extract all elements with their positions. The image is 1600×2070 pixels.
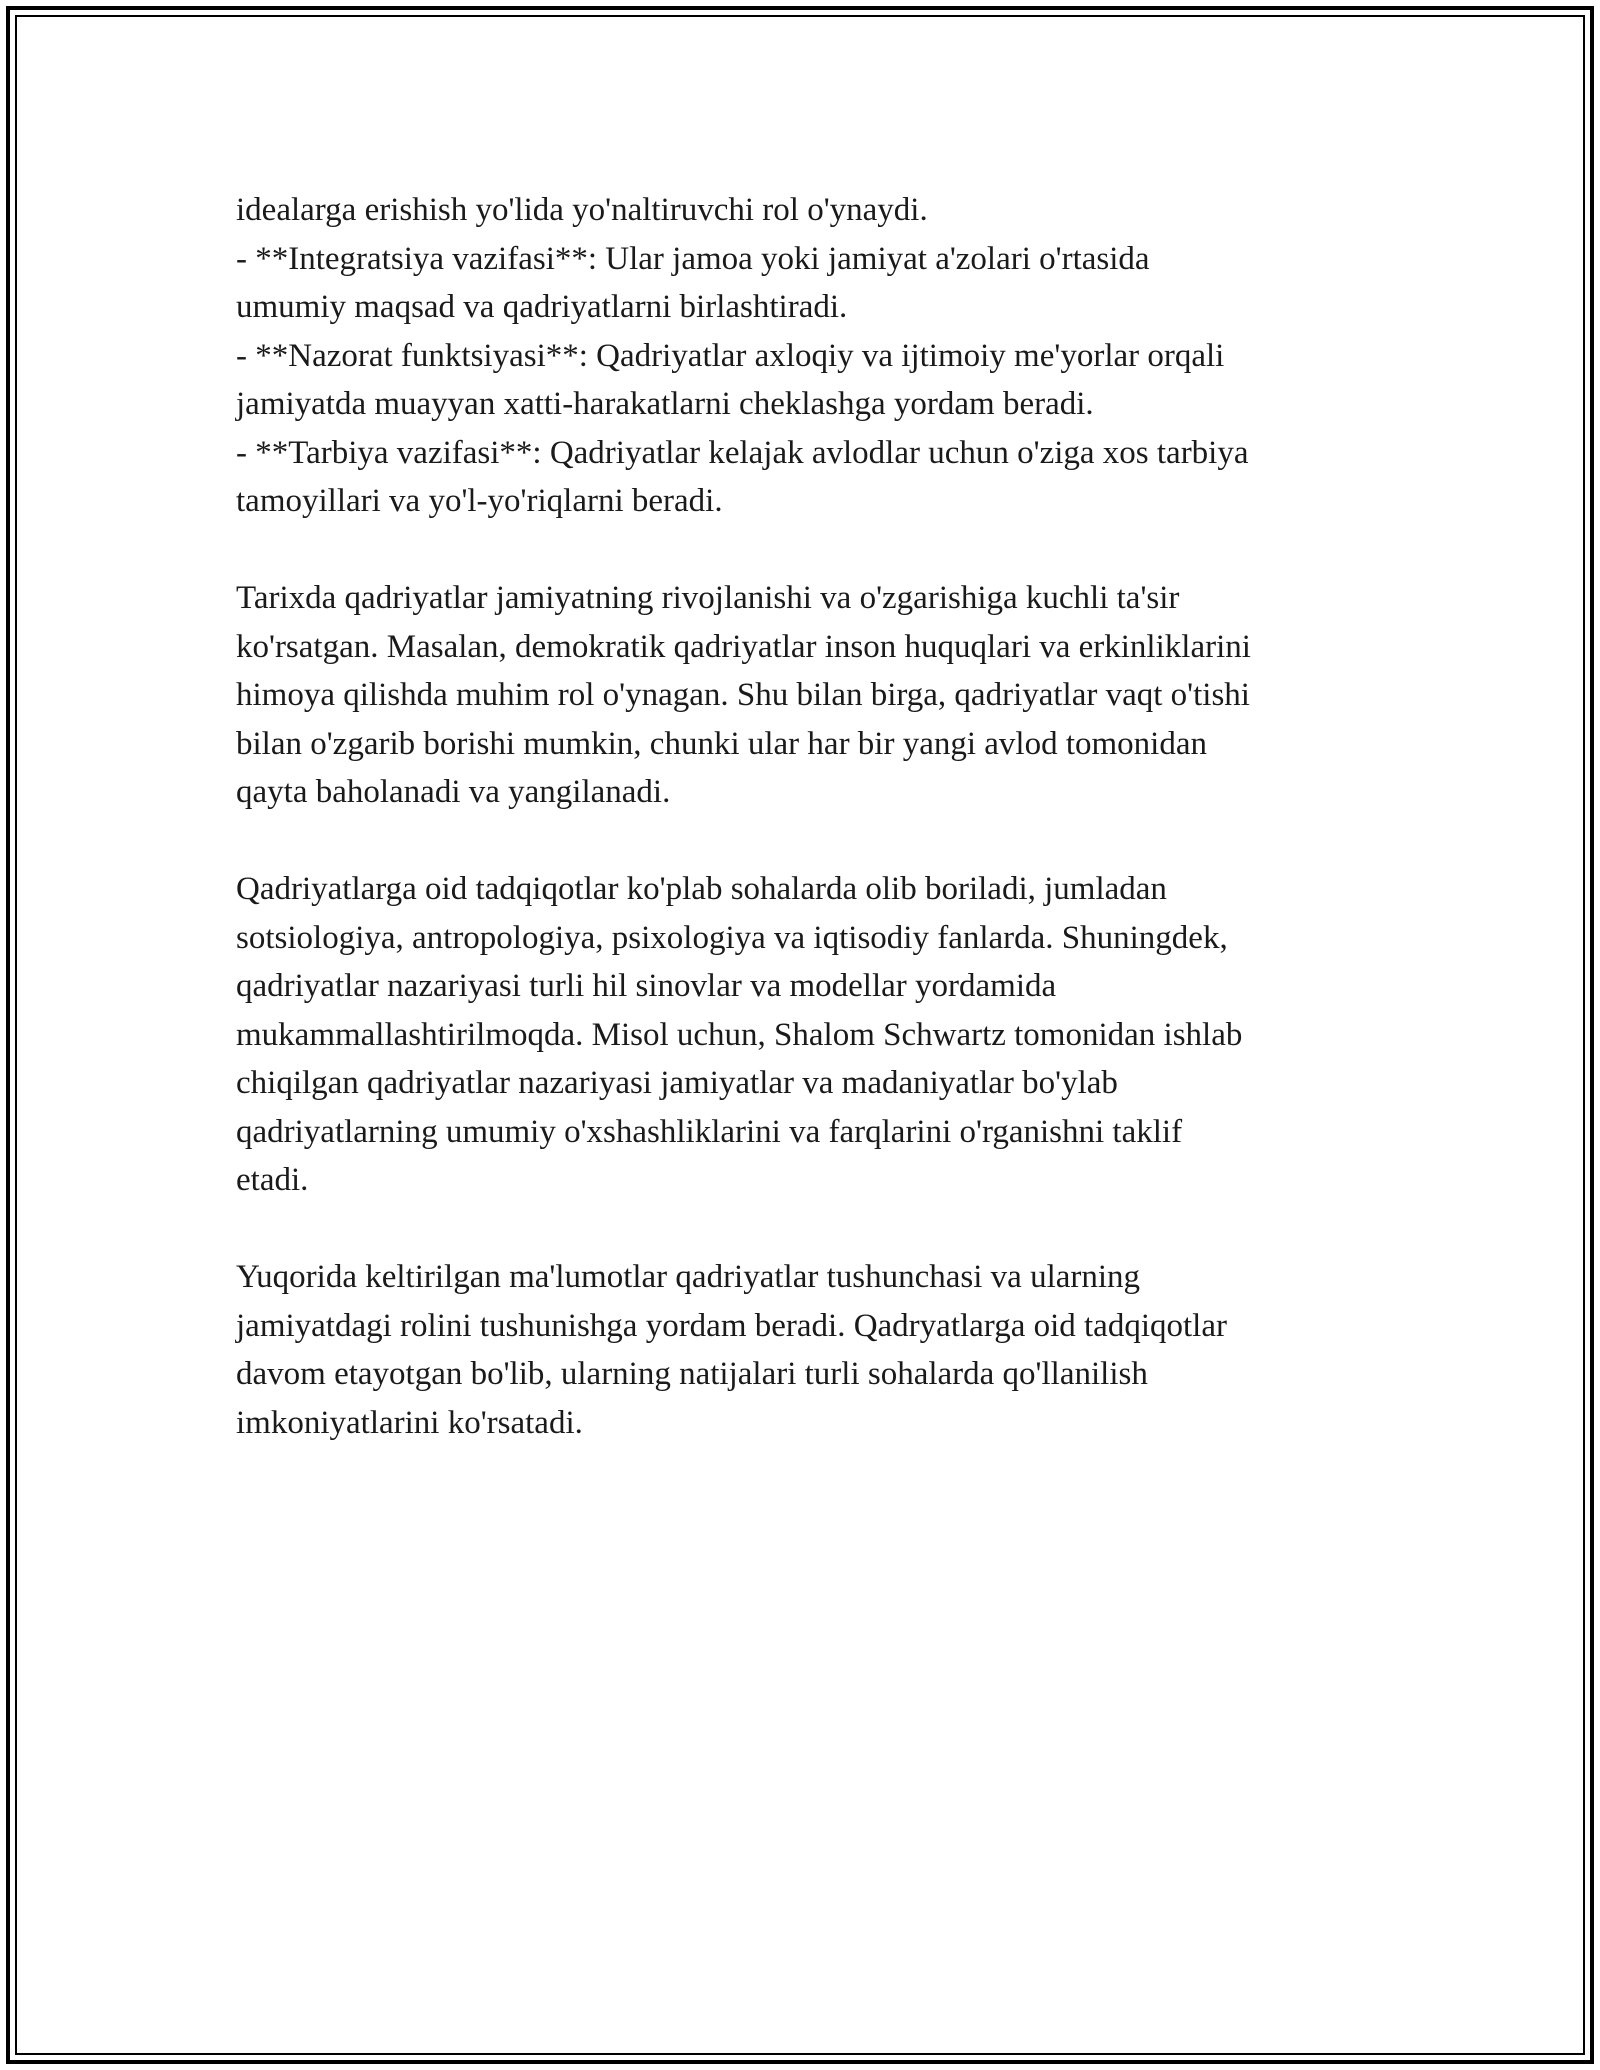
text-line: mukammallashtirilmoqda. Misol uchun, Shalom Schwartz tomonidan ishlab bbox=[236, 1016, 1243, 1053]
text-line: - **Tarbiya vazifasi**: Qadriyatlar kelajak avlodlar uchun o'ziga xos tarbiya bbox=[236, 434, 1249, 471]
text-line: imkoniyatlarini ko'rsatadi. bbox=[236, 1404, 583, 1441]
text-line: Yuqorida keltirilgan ma'lumotlar qadriyatlar tushunchasi va ularning bbox=[236, 1259, 1141, 1295]
text-line: ko'rsatgan. Masalan, demokratik qadriyatlar inson huquqlari va erkinliklarini bbox=[236, 628, 1251, 665]
text-line: etadi. bbox=[236, 1162, 309, 1198]
text-line: himoya qilishda muhim rol o'ynagan. Shu bilan birga, qadriyatlar vaqt o'tishi bbox=[236, 677, 1250, 713]
text-line: Qadriyatlarga oid tadqiqotlar ko'plab sohalarda olib boriladi, jumladan bbox=[236, 871, 1167, 907]
text-line: sotsiologiya, antropologiya, psixologiya va iqtisodiy fanlarda. Shuningdek, bbox=[236, 919, 1228, 956]
text-line: qadriyatlarning umumiy o'xshashliklarini va farqlarini o'rganishni taklif bbox=[236, 1113, 1183, 1150]
text-line: umumiy maqsad va qadriyatlarni birlashtiradi. bbox=[236, 289, 848, 325]
text-line: - **Integratsiya vazifasi**: Ular jamoa yoki jamiyat a'zolari o'rtasida bbox=[236, 240, 1150, 277]
text-line: jamiyatdagi rolini tushunishga yordam beradi. Qadryatlarga oid tadqiqotlar bbox=[236, 1307, 1227, 1344]
text-line: jamiyatda muayyan xatti-harakatlarni cheklashga yordam beradi. bbox=[236, 386, 1094, 422]
text-line: - **Nazorat funktsiyasi**: Qadriyatlar axloqiy va ijtimoiy me'yorlar orqali bbox=[236, 337, 1225, 374]
document-body bbox=[236, 186, 1386, 1496]
text-line: idealarga erishish yo'lida yo'naltiruvchi rol o'ynaydi. bbox=[236, 192, 928, 228]
paragraph-functions-list bbox=[236, 186, 1386, 526]
text-line: qayta baholanadi va yangilanadi. bbox=[236, 774, 671, 810]
paragraph-conclusion bbox=[236, 1253, 1386, 1447]
paragraph-history bbox=[236, 574, 1386, 817]
paragraph-research bbox=[236, 865, 1386, 1205]
text-line: bilan o'zgarib borishi mumkin, chunki ular har bir yangi avlod tomonidan bbox=[236, 725, 1208, 762]
text-line: chiqilgan qadriyatlar nazariyasi jamiyatlar va madaniyatlar bo'ylab bbox=[236, 1065, 1118, 1101]
text-line: davom etayotgan bo'lib, ularning natijalari turli sohalarda qo'llanilish bbox=[236, 1356, 1148, 1392]
text-line: qadriyatlar nazariyasi turli hil sinovlar va modellar yordamida bbox=[236, 968, 1057, 1004]
text-line: tamoyillari va yo'l-yo'riqlarni beradi. bbox=[236, 483, 723, 519]
text-line: Tarixda qadriyatlar jamiyatning rivojlanishi va o'zgarishiga kuchli ta'sir bbox=[236, 580, 1180, 616]
